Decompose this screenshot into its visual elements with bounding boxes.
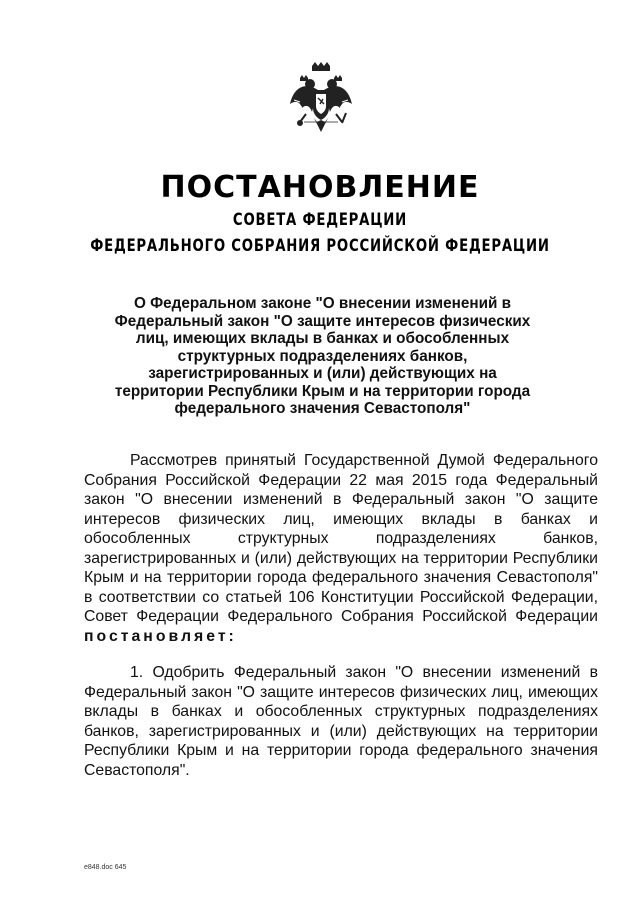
issuer-heading-line2: ФЕДЕРАЛЬНОГО СОБРАНИЯ РОССИЙСКОЙ ФЕДЕРАЦИИ — [90, 236, 550, 256]
document-footer-code: e848.doc 645 — [84, 864, 127, 871]
resolution-keyword: постановляет: — [84, 627, 237, 645]
document-title: О Федеральном законе "О внесении изменений в Федеральный закон "О защите интересов физических лиц, имеющих вклады в банках и обособленных структурных подразделениях банков, зарегистрированных и (или) действующих на территории Республики Крым и на территории города федерального значения Севастополя" — [114, 295, 531, 417]
document-type-heading: ПОСТАНОВЛЕНИЕ — [160, 170, 480, 205]
paragraph-preamble-text: Рассмотрев принятый Государственной Думой Федерального Собрания Российской Федерации 22 мая 2015 года Федеральный закон "О внесении изменений в Федеральный закон "О защите интересов физических лиц, имеющих вклады в банках и обособленных структурных подразделениях банков, зарегистрированных и (или) действующих на территории Республики Крым и на территории города федерального значения Севастополя" в соответствии со статьей 106 Конституции Российской Федерации, Совет Федерации Федерального Собрания Российской Федерации — [84, 452, 598, 625]
paragraph-preamble — [84, 451, 598, 646]
russian-coat-of-arms-icon — [288, 60, 354, 140]
paragraph-item-1: 1. Одобрить Федеральный закон "О внесении изменений в Федеральный закон "О защите интересов физических лиц, имеющих вклады в банках и обособленных структурных подразделениях банков, зарегистрированных и (или) действующих на территории Республики Крым и на территории города федерального значения Севастополя". — [84, 664, 598, 779]
issuer-heading-line1: СОВЕТА ФЕДЕРАЦИИ — [232, 210, 408, 230]
